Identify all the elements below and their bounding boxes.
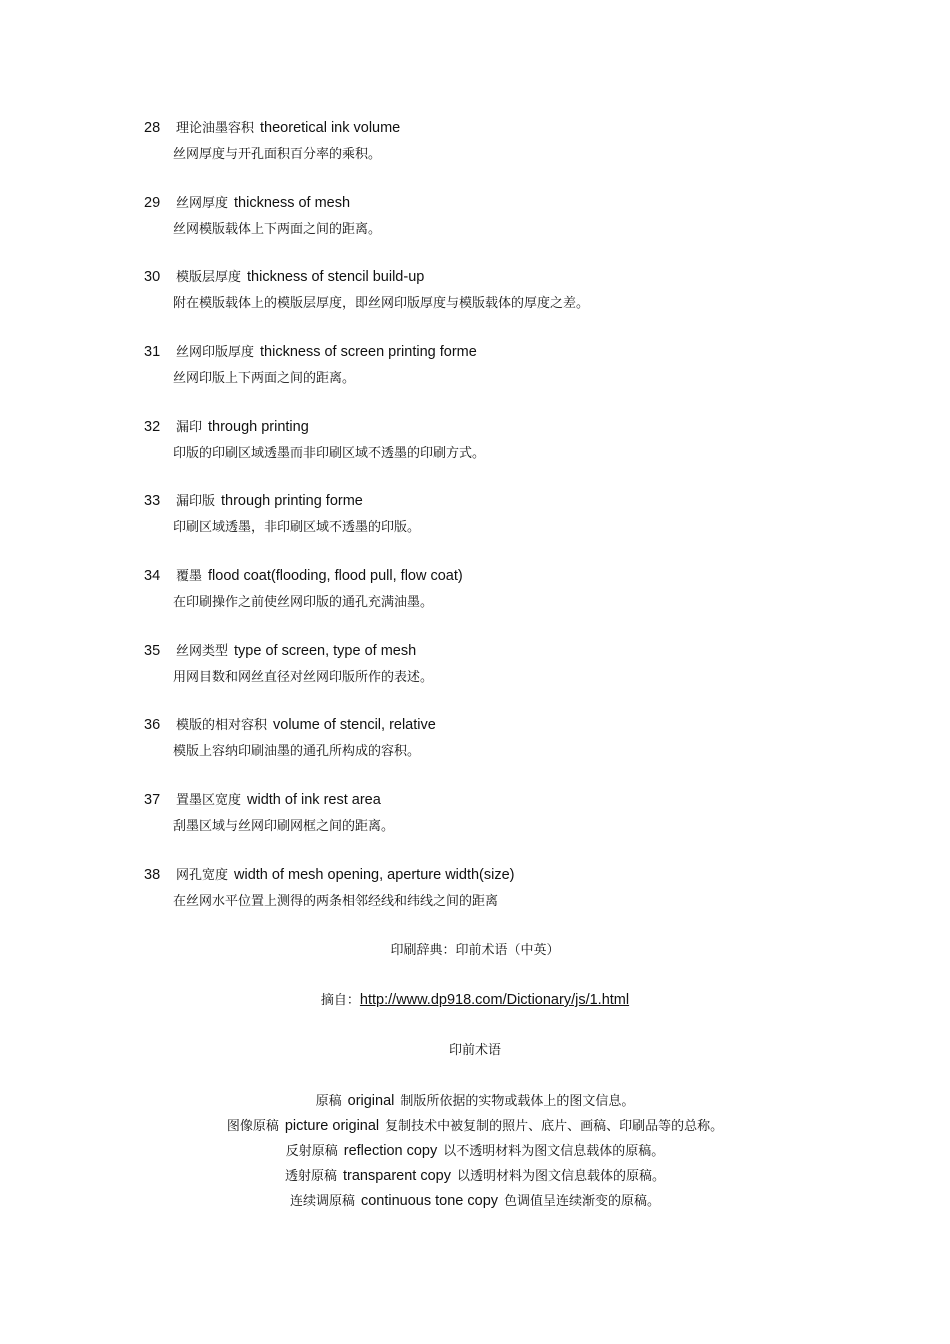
entry-term-zh: 漏印版 [176,494,216,509]
glossary-entry-30 [144,268,864,313]
entry-heading [144,343,864,362]
entry-number: 32 [144,419,161,435]
term-definition: 制版所依据的实物或载体上的图文信息。 [400,1094,635,1109]
entry-term-en: volume of stencil, relative [273,717,436,733]
entry-definition: 印版的印刷区域透墨而非印刷区域不透墨的印刷方式。 [173,446,486,461]
source-link[interactable]: http://www.dp918.com/Dictionary/js/1.html [359,992,630,1008]
glossary-entry-28 [144,119,864,164]
glossary-entry-35 [144,642,864,687]
entry-number: 28 [144,120,161,136]
entry-term-en: flood coat(flooding, flood pull, flow coat) [208,568,463,584]
entry-definition: 印刷区域透墨，非印刷区域不透墨的印版。 [173,520,421,535]
entry-heading [144,194,864,213]
entry-definition: 模版上容纳印刷油墨的通孔所构成的容积。 [173,744,421,759]
term-line-transparent-copy [0,1167,950,1186]
dictionary-title: 印刷辞典：印前术语（中英） [390,943,560,958]
term-definition: 以透明材料为图文信息载体的原稿。 [457,1169,666,1184]
entry-definition: 刮墨区域与丝网印刷网框之间的距离。 [173,819,395,834]
entry-heading [144,866,864,885]
glossary-entry-38 [144,866,864,911]
entry-term-zh: 丝网厚度 [176,196,229,211]
entry-heading [144,791,864,810]
entry-term-zh: 覆墨 [176,569,203,584]
glossary-entry-32 [144,418,864,463]
entry-heading [144,119,864,138]
entry-term-zh: 漏印 [176,420,203,435]
term-line-continuous-tone-copy [0,1192,950,1211]
term-definition: 复制技术中被复制的照片、底片、画稿、印刷品等的总称。 [385,1119,724,1134]
term-zh: 图像原稿 [226,1119,279,1134]
entry-term-zh: 丝网印版厚度 [176,345,255,360]
entry-heading [144,642,864,661]
term-en: picture original [284,1118,380,1134]
entry-number: 30 [144,269,161,285]
entry-definition: 丝网印版上下两面之间的距离。 [173,371,356,386]
entry-term-en: width of ink rest area [247,792,381,808]
entry-term-zh: 丝网类型 [176,644,229,659]
entry-definition: 丝网厚度与开孔面积百分率的乘积。 [173,147,382,162]
term-en: original [347,1093,395,1109]
term-zh: 原稿 [315,1094,342,1109]
glossary-entry-29 [144,194,864,239]
entry-term-en: thickness of stencil build-up [247,269,425,285]
term-line-reflection-copy [0,1142,950,1161]
entry-term-zh: 网孔宽度 [176,868,229,883]
entry-definition: 在印刷操作之前使丝网印版的通孔充满油墨。 [173,595,434,610]
entry-heading [144,716,864,735]
source-label: 摘自： [320,993,360,1008]
entry-term-en: theoretical ink volume [260,120,401,136]
entry-definition: 附在模版载体上的模版层厚度，即丝网印版厚度与模版载体的厚度之差。 [173,296,590,311]
entry-number: 33 [144,493,161,509]
entry-term-en: width of mesh opening, aperture width(size) [234,867,515,883]
glossary-entry-33 [144,492,864,537]
entry-number: 35 [144,643,161,659]
entry-number: 38 [144,867,161,883]
glossary-entry-36 [144,716,864,761]
entry-term-en: thickness of screen printing forme [260,344,477,360]
term-definition: 色调值呈连续渐变的原稿。 [504,1194,661,1209]
term-en: continuous tone copy [360,1193,499,1209]
entry-heading [144,418,864,437]
entry-number: 29 [144,195,161,211]
term-en: transparent copy [342,1168,451,1184]
entry-heading [144,492,864,511]
entry-term-en: through printing [208,419,309,435]
entry-term-en: thickness of mesh [234,195,351,211]
term-line-original [0,1092,950,1111]
term-zh: 反射原稿 [285,1144,338,1159]
entry-term-en: through printing forme [221,493,363,509]
entry-heading [144,567,864,586]
term-line-picture-original [0,1117,950,1136]
term-en: reflection copy [343,1143,438,1159]
term-definition: 以不透明材料为图文信息载体的原稿。 [443,1144,665,1159]
term-zh: 连续调原稿 [289,1194,355,1209]
entry-heading [144,268,864,287]
glossary-entry-34 [144,567,864,612]
entry-term-zh: 模版的相对容积 [176,718,268,733]
entry-number: 34 [144,568,161,584]
entry-number: 37 [144,792,161,808]
entry-term-en: type of screen, type of mesh [234,643,417,659]
entry-term-zh: 模版层厚度 [176,270,242,285]
entry-definition: 用网目数和网丝直径对丝网印版所作的表述。 [173,670,434,685]
glossary-entry-31 [144,343,864,388]
source-line [0,991,950,1010]
term-zh: 透射原稿 [284,1169,337,1184]
section-title: 印前术语 [448,1043,501,1058]
entry-definition: 丝网模版载体上下两面之间的距离。 [173,222,382,237]
entry-number: 36 [144,717,161,733]
entry-term-zh: 理论油墨容积 [176,121,255,136]
entry-term-zh: 置墨区宽度 [176,793,242,808]
glossary-entry-37 [144,791,864,836]
entry-definition: 在丝网水平位置上测得的两条相邻经线和纬线之间的距离 [173,894,499,909]
entry-number: 31 [144,344,161,360]
